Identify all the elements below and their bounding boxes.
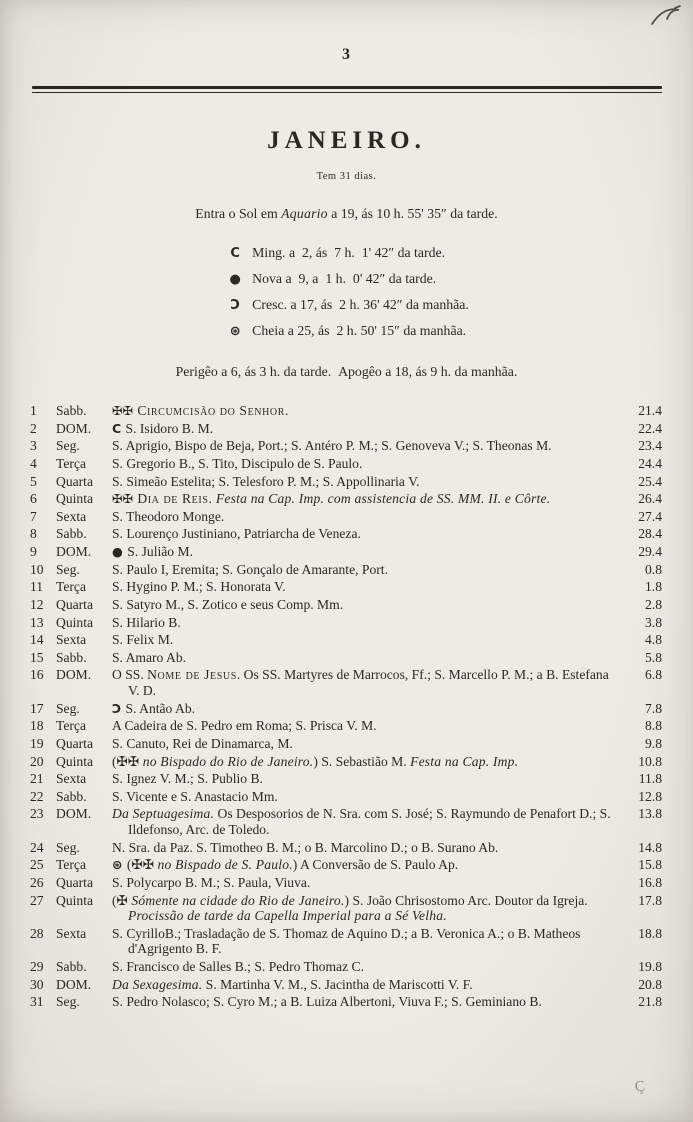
saints-text-content: S. Polycarpo B. M.; S. Paula, Viuva.	[112, 874, 311, 890]
day-value: 7.8	[645, 700, 662, 716]
calendar-row	[30, 856, 662, 874]
waxing-moon-icon: Ɔ	[112, 700, 126, 716]
calendar-row	[30, 874, 662, 892]
day-value: 29.4	[638, 544, 662, 559]
weekday-label: DOM.	[56, 420, 92, 436]
weekday-label: Seg.	[56, 839, 80, 855]
weekday-label: Sexta	[56, 632, 87, 648]
day-value: 21.4	[638, 403, 662, 418]
day-number: 18	[30, 718, 44, 734]
saints-text-content: Circumcisão do Senhor.	[137, 403, 290, 418]
month-title: JANEIRO.	[267, 127, 426, 154]
saints-text-content: S. Julião M.	[127, 544, 193, 559]
weekday-label: Sabb.	[56, 403, 87, 418]
calendar-row	[30, 717, 662, 735]
saints-text	[112, 666, 620, 699]
moon-phase-text: Cheia a 25, ás 2 h. 50' 15″ da manhãa.	[252, 323, 467, 338]
weekday-label: Terça	[56, 718, 86, 734]
day-value: 13.8	[638, 806, 662, 822]
saints-text	[112, 455, 620, 473]
weekday-label: Terça	[56, 579, 86, 595]
saints-text	[112, 596, 620, 614]
day-number: 22	[30, 788, 44, 804]
saints-text-content: Da Sexagesima. S. Martinha V. M., S. Jacintha de Mariscotti V. F.	[112, 976, 473, 992]
saints-text	[112, 874, 620, 892]
saints-text	[112, 402, 620, 420]
weekday-label: DOM.	[56, 667, 92, 683]
day-value: 22.4	[638, 420, 662, 436]
day-value: 20.8	[638, 976, 662, 992]
weekday-label: Sabb.	[56, 649, 87, 665]
calendar-row	[30, 473, 662, 491]
day-number: 19	[30, 735, 44, 751]
day-value: 19.8	[638, 959, 662, 974]
day-value: 11.8	[638, 771, 662, 787]
saints-text-content: S. Simeão Estelita; S. Telesforo P. M.; S. Appollinaria V.	[112, 473, 420, 489]
ink-flourish-icon	[649, 4, 683, 33]
day-value: 6.8	[645, 667, 662, 683]
day-number: 29	[30, 959, 44, 974]
saints-text-content: S. Hilario B.	[112, 614, 181, 630]
day-number: 28	[30, 925, 44, 941]
saints-text	[112, 437, 620, 455]
calendar-row	[30, 631, 662, 649]
calendar-row	[30, 508, 662, 526]
weekday-label: Sexta	[56, 771, 87, 787]
saints-text	[112, 420, 620, 438]
sun-entry-line: Entra o Sol em Aquario a 19, ás 10 h. 55' 35″ da tarde.	[195, 206, 498, 221]
day-number: 4	[30, 455, 37, 471]
day-number: 8	[30, 526, 37, 542]
calendar-row	[30, 753, 662, 771]
saints-text	[112, 508, 620, 526]
weekday-label: Quarta	[56, 735, 93, 751]
saints-text-content: S. Ignez V. M.; S. Publio B.	[112, 771, 263, 787]
day-number: 10	[30, 561, 44, 577]
saints-text-content: Da Septuagesima. Os Desposorios de N. Sra. com S. José; S. Raymundo de Penafort D.; S. Ildefonso, Arc. de Toledo.	[112, 806, 611, 837]
weekday-label: Seg.	[56, 994, 80, 1010]
saints-text	[112, 649, 620, 667]
moon-phase-line	[224, 240, 469, 266]
saints-text	[112, 958, 620, 976]
saints-text	[112, 561, 620, 579]
calendar-row	[30, 839, 662, 857]
day-number: 2	[30, 420, 37, 436]
saints-text-content: S. Francisco de Salles B.; S. Pedro Thomaz C.	[112, 959, 364, 974]
moon-phase-text: Cresc. a 17, ás 2 h. 36' 42″ da manhãa.	[252, 297, 469, 312]
weekday-label: Quarta	[56, 473, 93, 489]
rule-thick-line	[32, 86, 662, 89]
day-value: 1.8	[645, 579, 662, 595]
day-number: 20	[30, 753, 44, 769]
calendar-row	[30, 958, 662, 976]
day-number: 25	[30, 857, 44, 873]
days-count: Tem 31 dias.	[316, 171, 377, 182]
weekday-label: DOM.	[56, 976, 92, 992]
weekday-label: Quinta	[56, 614, 93, 630]
moon-phase-line	[224, 266, 469, 292]
saints-text-content: S. Felix M.	[112, 632, 174, 648]
calendar-row	[30, 578, 662, 596]
day-number: 31	[30, 994, 44, 1010]
weekday-label: Seg.	[56, 700, 80, 716]
weekday-label: Sexta	[56, 925, 87, 941]
weekday-label: Quarta	[56, 874, 93, 890]
calendar-row	[30, 596, 662, 614]
day-value: 5.8	[645, 649, 662, 665]
weekday-label: Seg.	[56, 561, 80, 577]
saints-text	[112, 856, 620, 874]
saints-text	[112, 631, 620, 649]
weekday-label: Terça	[56, 857, 86, 873]
day-number: 24	[30, 839, 44, 855]
saints-text-content: N. Sra. da Paz. S. Timotheo B. M.; o B. Marcolino D.; o B. Surano Ab.	[112, 839, 499, 855]
saints-text	[112, 788, 620, 806]
saints-text	[112, 543, 620, 561]
day-value: 23.4	[638, 438, 662, 454]
calendar-row	[30, 735, 662, 753]
saints-text-content: (✠ Sómente na cidade do Rio de Janeiro.) S. João Chrisostomo Arc. Doutor da Igreja. Procissão de tarde da Capella Imperial para a Sé Velha.	[112, 892, 588, 924]
weekday-label: Quinta	[56, 892, 93, 908]
saints-text	[112, 839, 620, 857]
saints-text-content: S. Paulo I, Eremita; S. Gonçalo de Amarante, Port.	[112, 561, 388, 577]
new-moon-icon: ●	[229, 272, 241, 287]
saints-text	[112, 976, 620, 994]
saints-text-content: S. Canuto, Rei de Dinamarca, M.	[112, 735, 293, 751]
weekday-label: Sabb.	[56, 788, 87, 804]
day-number: 7	[30, 508, 37, 524]
moon-phase-text: Ming. a 2, ás 7 h. 1' 42″ da tarde.	[252, 245, 446, 260]
moon-phase-text: Nova a 9, a 1 h. 0' 42″ da tarde.	[252, 271, 437, 286]
calendar-row	[30, 402, 662, 420]
weekday-label: DOM.	[56, 806, 92, 822]
day-number: 5	[30, 473, 37, 489]
saints-text-content: S. Isidoro B. M.	[125, 420, 214, 436]
calendar-row	[30, 614, 662, 632]
calendar-row	[30, 770, 662, 788]
waxing-moon-icon: Ɔ	[230, 298, 240, 313]
page-number: 3	[342, 46, 351, 63]
saints-text-content: S. Pedro Nolasco; S. Cyro M.; a B. Luiza Albertoni, Viuva F.; S. Geminiano B.	[112, 994, 542, 1010]
day-number: 26	[30, 874, 44, 890]
perigee-apogee-line: Perigêo a 6, ás 3 h. da tarde. Apogêo a 18, ás 9 h. da manhãa.	[175, 364, 518, 379]
day-value: 25.4	[638, 473, 662, 489]
saints-text-content: A Cadeira de S. Pedro em Roma; S. Prisca V. M.	[112, 718, 377, 734]
calendar-row	[30, 455, 662, 473]
waning-moon-icon: C	[230, 246, 240, 261]
day-number: 27	[30, 892, 44, 908]
day-value: 28.4	[638, 526, 662, 542]
day-value: 2.8	[645, 596, 662, 612]
saints-text	[112, 993, 620, 1011]
rule-thin-line	[32, 92, 662, 93]
saints-text-content: (✠✠ no Bispado do Rio de Janeiro.) S. Sebastião M. Festa na Cap. Imp.	[112, 753, 519, 769]
saints-text	[112, 735, 620, 753]
day-number: 23	[30, 806, 44, 822]
day-value: 18.8	[638, 925, 662, 941]
weekday-label: Sexta	[56, 508, 87, 524]
day-value: 0.8	[645, 561, 662, 577]
day-value: 27.4	[638, 508, 662, 524]
day-number: 30	[30, 976, 44, 992]
day-value: 10.8	[638, 753, 662, 769]
saints-text-content: S. Aprigio, Bispo de Beja, Port.; S. Antéro P. M.; S. Genoveva V.; S. Theonas M.	[112, 438, 552, 454]
weekday-label: Quarta	[56, 596, 93, 612]
day-number: 17	[30, 700, 44, 716]
day-number: 13	[30, 614, 44, 630]
day-value: 16.8	[638, 874, 662, 890]
saints-text	[112, 700, 620, 718]
saints-text	[112, 717, 620, 735]
day-value: 9.8	[645, 735, 662, 751]
saints-text	[112, 578, 620, 596]
day-value: 12.8	[638, 788, 662, 804]
moon-phase-line	[224, 318, 469, 344]
saints-text	[112, 892, 620, 925]
calendar-row	[30, 993, 662, 1011]
calendar-row	[30, 437, 662, 455]
calendar-row	[30, 666, 662, 699]
day-number: 11	[30, 579, 44, 595]
day-value: 8.8	[645, 718, 662, 734]
saints-text	[112, 614, 620, 632]
full-moon-icon: ⊛	[229, 324, 241, 339]
saints-text-content: S. Lourenço Justiniano, Patriarcha de Veneza.	[112, 526, 361, 542]
saints-text-content: Dia de Reis. Festa na Cap. Imp. com assistencia de SS. MM. II. e Côrte.	[137, 491, 551, 507]
calendar-row	[30, 649, 662, 667]
calendar-row	[30, 892, 662, 925]
day-number: 6	[30, 491, 37, 507]
weekday-label: DOM.	[56, 544, 92, 559]
day-number: 14	[30, 632, 44, 648]
saints-text-content: S. CyrilloB.; Trasladação de S. Thomaz de Aquino D.; a B. Veronica A.; o B. Matheos d'Agrigento B. F.	[112, 925, 581, 957]
saints-text-content: S. Theodoro Monge.	[112, 508, 225, 524]
weekday-label: Seg.	[56, 438, 80, 454]
saints-text	[112, 770, 620, 788]
ink-mark-bottom-right: Ç	[633, 1078, 646, 1096]
moon-phase-line	[224, 292, 469, 318]
day-value: 4.8	[645, 632, 662, 648]
saints-text-content: O SS. Nome de Jesus. Os SS. Martyres de Marrocos, Ff.; S. Marcello P. M.; a B. Estefana V. D.	[112, 667, 609, 698]
maltese-crosses-icon: ✠✠	[112, 403, 138, 418]
saints-text-content: S. Antão Ab.	[125, 700, 196, 716]
saints-text-content: (✠✠ no Bispado de S. Paulo.) A Conversão de S. Paulo Ap.	[126, 857, 459, 873]
header-double-rule	[32, 86, 662, 93]
calendar-row	[30, 700, 662, 718]
calendar-row	[30, 561, 662, 579]
day-value: 14.8	[638, 839, 662, 855]
day-number: 1	[30, 403, 37, 418]
weekday-label: Sabb.	[56, 959, 87, 974]
saints-text	[112, 925, 620, 958]
moon-phases-block	[224, 240, 469, 344]
day-value: 17.8	[638, 892, 662, 908]
day-value: 3.8	[645, 614, 662, 630]
calendar-table	[30, 402, 662, 1011]
day-value: 15.8	[638, 857, 662, 873]
calendar-row	[30, 925, 662, 958]
saints-text-content: S. Hygino P. M.; S. Honorata V.	[112, 579, 286, 595]
saints-text	[112, 473, 620, 491]
weekday-label: Quinta	[56, 753, 93, 769]
calendar-row	[30, 543, 662, 561]
day-value: 26.4	[638, 491, 662, 507]
saints-text	[112, 753, 620, 771]
day-number: 21	[30, 771, 44, 787]
calendar-row	[30, 805, 662, 838]
day-number: 12	[30, 596, 44, 612]
saints-text-content: S. Vicente e S. Anastacio Mm.	[112, 788, 278, 804]
calendar-row	[30, 525, 662, 543]
saints-text-content: S. Gregorio B., S. Tito, Discipulo de S. Paulo.	[112, 455, 363, 471]
saints-text	[112, 805, 620, 838]
saints-text-content: S. Amaro Ab.	[112, 649, 187, 665]
day-number: 15	[30, 649, 44, 665]
calendar-row	[30, 490, 662, 508]
saints-text	[112, 525, 620, 543]
day-number: 3	[30, 438, 37, 454]
maltese-crosses-icon: ✠✠	[112, 491, 138, 507]
day-number: 16	[30, 667, 44, 683]
weekday-label: Quinta	[56, 491, 93, 507]
day-number: 9	[30, 544, 37, 559]
weekday-label: Terça	[56, 455, 86, 471]
calendar-row	[30, 420, 662, 438]
calendar-row	[30, 788, 662, 806]
full-moon-icon: ⊛	[112, 857, 127, 873]
new-moon-icon: ●	[112, 544, 128, 559]
saints-text-content: S. Satyro M., S. Zotico e seus Comp. Mm.	[112, 596, 344, 612]
day-value: 21.8	[638, 994, 662, 1010]
waning-moon-icon: C	[112, 420, 126, 436]
day-value: 24.4	[638, 455, 662, 471]
saints-text	[112, 490, 620, 508]
calendar-row	[30, 976, 662, 994]
weekday-label: Sabb.	[56, 526, 87, 542]
